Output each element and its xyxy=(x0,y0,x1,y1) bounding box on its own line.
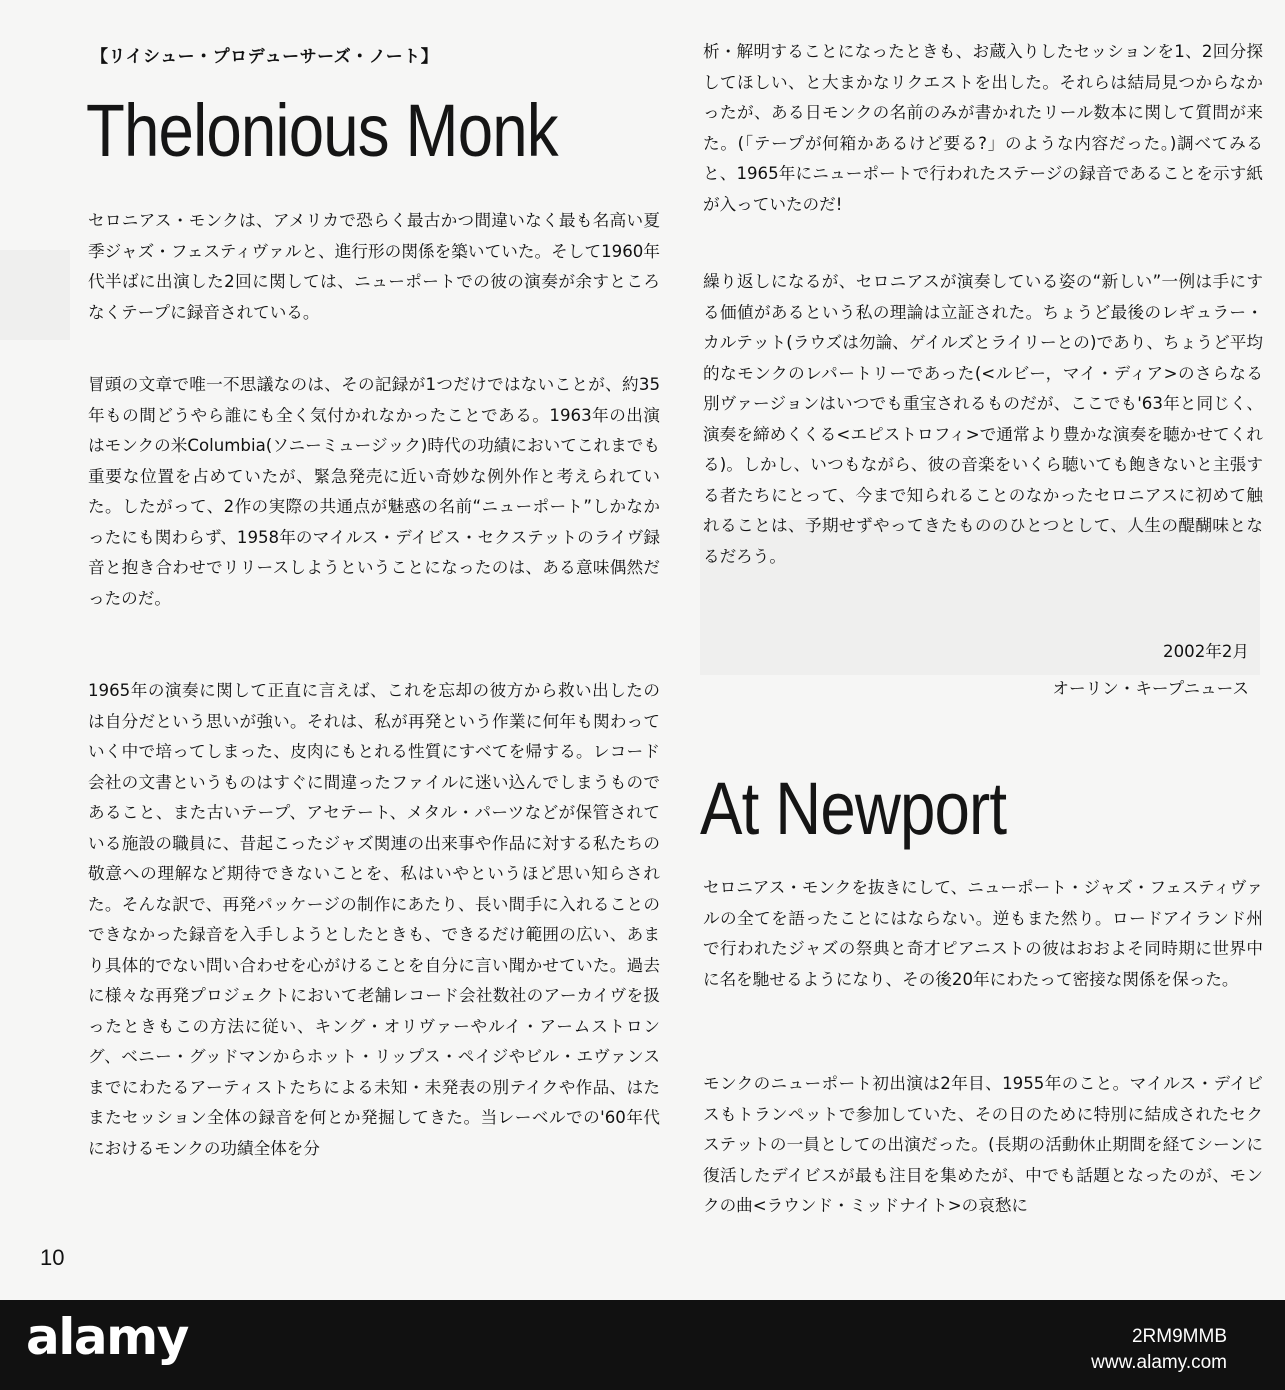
body-paragraph: 析・解明することになったときも、お蔵入りしたセッションを1、2回分探してほしい、と大まかなリクエストを出した。それらは結局見つからなかったが、ある日モンクの名前のみが書かれたリール数本に関して質問が来た。(「テープが何箱かあるけど要る?」のような内容だった。)調べてみると、1965年にニューポートで行われたステージの録音であることを示す紙が入っていたのだ! xyxy=(703,42,1263,214)
show-through-block xyxy=(0,250,70,340)
section-title: At Newport xyxy=(700,767,1007,850)
body-paragraph: セロニアス・モンクを抜きにして、ニューポート・ジャズ・フェスティヴァルの全てを語ったことにはならない。逆もまた然り。ロードアイランド州で行われたジャズの祭典と奇才ピアニストの彼はおおよそ同時期に世界中に名を馳せるようになり、その後20年にわたって密接な関係を保った。 xyxy=(703,878,1263,989)
body-paragraph: モンクのニューポート初出演は2年目、1955年のこと。マイルス・デイビスもトランペットで参加していた、その日のために特別に結成されたセクステットの一員としての出演だった。(長期の活動休止期間を経てシーンに復活したデイビスが最も注目を集めたが、中でも話題となったのが、モンクの曲<ラウンド・ミッドナイト>の哀愁に xyxy=(703,1074,1263,1215)
footer-url: www.alamy.com xyxy=(1091,1352,1227,1373)
body-paragraph: 1965年の演奏に関して正直に言えば、これを忘却の彼方から救い出したのは自分だという思いが強い。それは、私が再発という作業に何年も関わっていく中で培ってしまった、皮肉にもとれる性質にすべてを帰する。レコード会社の文書というものはすぐに間違ったファイルに迷い込んでしまうものであること、また古いテープ、アセテート、メタル・パーツなどが保管されている施設の職員に、昔起こったジャズ関連の出来事や作品に対する私たちの敬意への理解など期待できないことを、私はいやというほど思い知らされた。そんな訳で、再発パッケージの制作にあたり、長い間手に入れることのできなかった録音を入手しようとしたときも、できるだけ範囲の広い、あまり具体的でない問い合わせを心がけることを自分に言い聞かせていた。過去に様々な再発プロジェクトにおいて老舗レコード会社数社のアーカイヴを扱ったときもこの方法に従い、キング・オリヴァーやルイ・アームストロング、ベニー・グッドマンからホット・リップス・ペイジやビル・エヴァンスまでにわたるアーティストたちによる未知・未発表の別テイクや作品、はたまたセッション全体の録音を何とか発掘してきた。当レーベルでの'60年代におけるモンクの功績全体を分 xyxy=(88,681,660,1158)
page-title: Thelonious Monk xyxy=(86,89,558,172)
alamy-logo: alamy xyxy=(26,1308,188,1366)
watermark-bar xyxy=(0,1300,1285,1390)
body-paragraph: 冒頭の文章で唯一不思議なのは、その記録が1つだけではないことが、約35年もの間どうやら誰にも全く気付かれなかったことである。1963年の出演はモンクの米Columbia(ソニーミュージック)時代の功績においてこれまでも重要な位置を占めていたが、緊急発売に近い奇妙な例外作と考えられていた。したがって、2作の実際の共通点が魅惑の名前“ニューポート”しかなかったにも関わらず、1958年のマイルス・デイビス・セクステットのライヴ録音と抱き合わせでリリースしようということになったのは、ある意味偶然だったのだ。 xyxy=(88,375,660,608)
image-id: 2RM9MMB xyxy=(1131,1326,1227,1347)
body-paragraph: 繰り返しになるが、セロニアスが演奏している姿の“新しい”一例は手にする価値があるという私の理論は立証された。ちょうど最後のレギュラー・カルテット(ラウズは勿論、ゲイルズとライリーとの)であり、ちょうど平均的なモンクのレパートリーであった(<ルビー，マイ・ディア>のさらなる別ヴァージョンはいつでも重宝されるものだが、ここでも'63年と同じく、演奏を締めくくる<エピストロフィ>で通常より豊かな演奏を聴かせてくれる)。しかし、いつもながら、彼の音楽をいくら聴いても飽きないと主張する者たちにとって、今まで知られることのなかったセロニアスに初めて触れることは、予期せずやってきたもののひとつとして、人生の醍醐味となるだろう。 xyxy=(703,272,1263,566)
page-number: 10 xyxy=(40,1245,65,1270)
section-label: 【リイシュー・プロデューサーズ・ノート】 xyxy=(91,47,439,67)
signature-date: 2002年2月 xyxy=(1163,642,1249,661)
signature-author: オーリン・キープニュース xyxy=(1052,679,1249,698)
body-paragraph: セロニアス・モンクは、アメリカで恐らく最古かつ間違いなく最も名高い夏季ジャズ・フェスティヴァルと、進行形の関係を築いていた。そして1960年代半ばに出演した2回に関しては、ニューポートでの彼の演奏が余すところなくテープに録音されている。 xyxy=(88,211,660,322)
